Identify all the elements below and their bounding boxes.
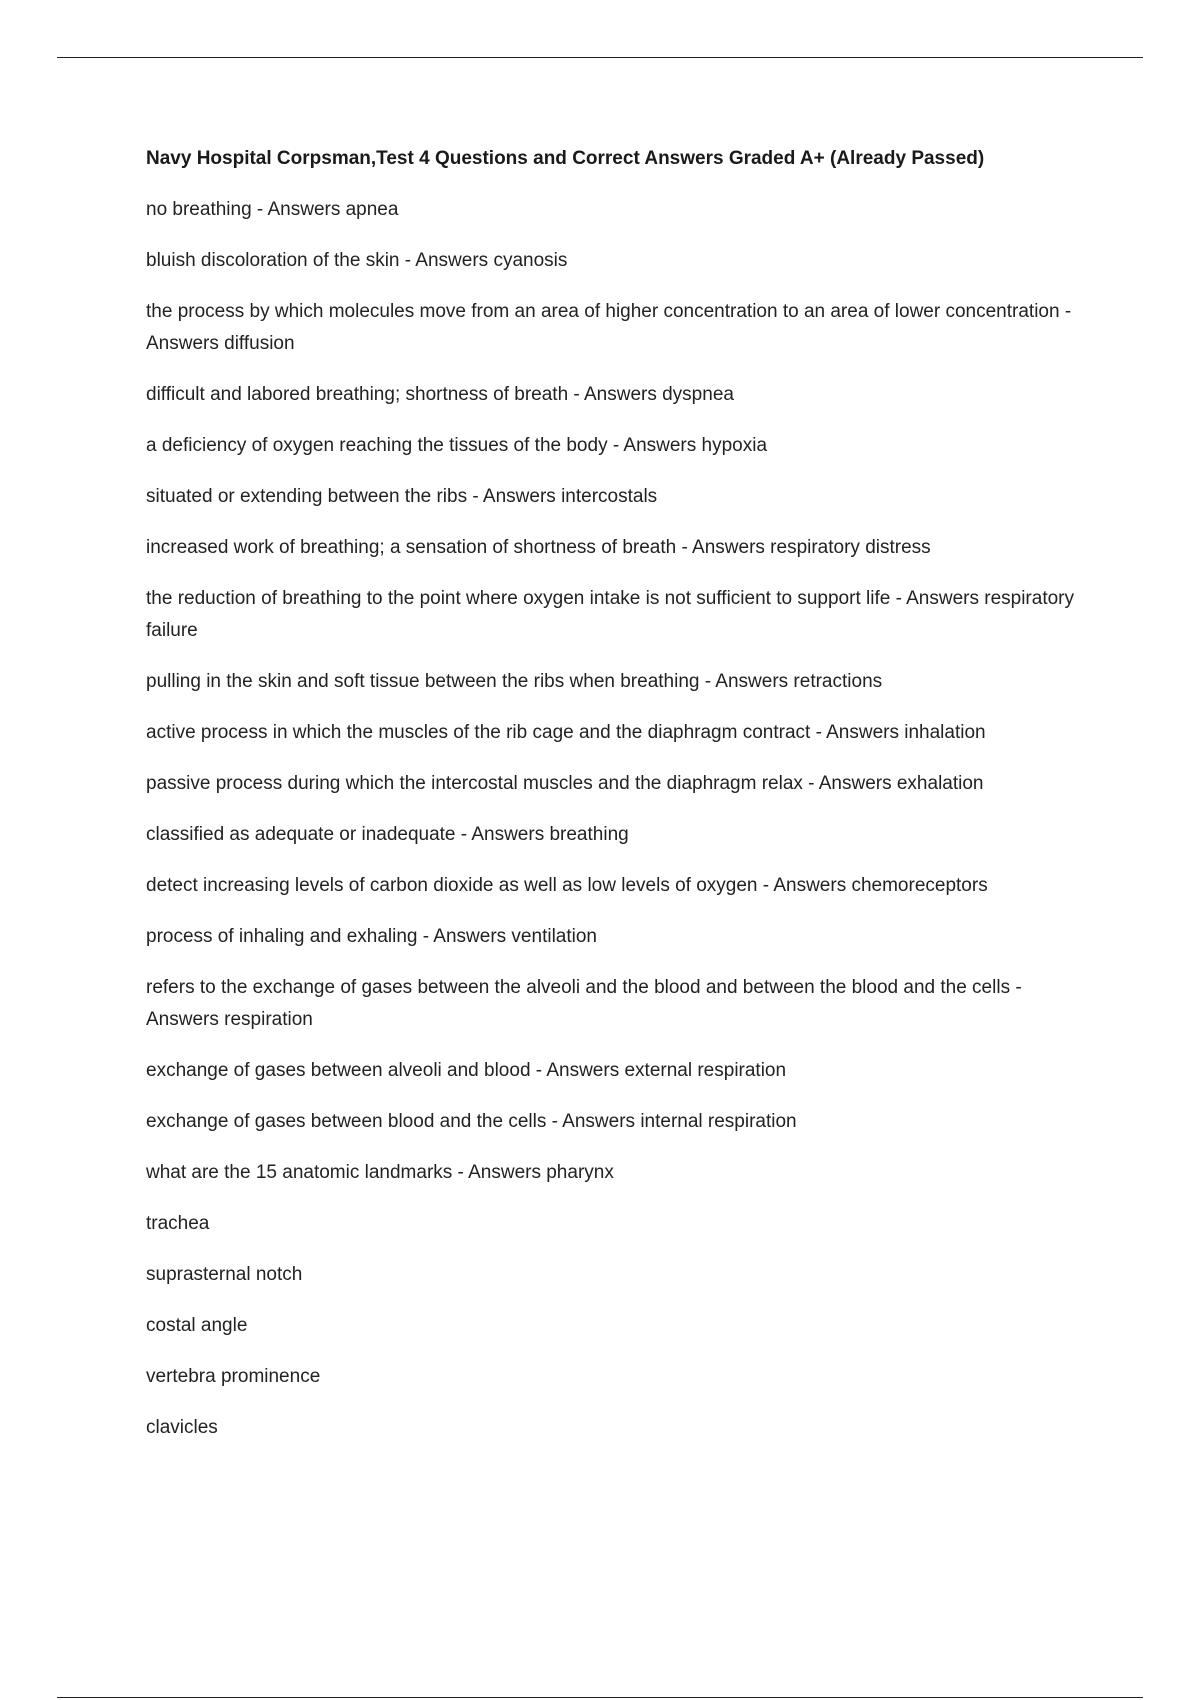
qa-entry: the reduction of breathing to the point where oxygen intake is not sufficient to support life - Answers respiratory failure [146, 588, 1075, 641]
qa-entry: process of inhaling and exhaling - Answers ventilation [146, 926, 597, 947]
qa-entry: vertebra prominence [146, 1366, 321, 1387]
qa-entry: classified as adequate or inadequate - Answers breathing [146, 824, 629, 845]
qa-entry: exchange of gases between alveoli and blood - Answers external respiration [146, 1060, 787, 1081]
qa-entry: pulling in the skin and soft tissue between the ribs when breathing - Answers retractions [146, 671, 883, 692]
footer-rule [57, 1697, 1143, 1698]
qa-entry: trachea [146, 1213, 210, 1234]
qa-entry: detect increasing levels of carbon dioxide as well as low levels of oxygen - Answers chemoreceptors [146, 875, 988, 896]
qa-entry: clavicles [146, 1417, 218, 1438]
qa-entry: situated or extending between the ribs - Answers intercostals [146, 486, 658, 507]
qa-entry: exchange of gases between blood and the cells - Answers internal respiration [146, 1111, 797, 1132]
qa-entry: refers to the exchange of gases between the alveoli and the blood and between the blood and the cells - Answers respiration [146, 977, 1022, 1030]
qa-entry: passive process during which the intercostal muscles and the diaphragm relax - Answers exhalation [146, 773, 984, 794]
qa-entry: active process in which the muscles of the rib cage and the diaphragm contract - Answers inhalation [146, 722, 986, 743]
qa-entry: a deficiency of oxygen reaching the tissues of the body - Answers hypoxia [146, 435, 768, 456]
document-title: Navy Hospital Corpsman,Test 4 Questions and Correct Answers Graded A+ (Already Passed) [146, 148, 985, 169]
qa-entry: bluish discoloration of the skin - Answers cyanosis [146, 250, 568, 271]
qa-entry: costal angle [146, 1315, 248, 1336]
qa-list [146, 194, 1096, 1444]
qa-entry: difficult and labored breathing; shortness of breath - Answers dyspnea [146, 384, 734, 405]
qa-entry: the process by which molecules move from an area of higher concentration to an area of lower concentration - Answers diffusion [146, 301, 1072, 354]
qa-entry: what are the 15 anatomic landmarks - Answers pharynx [146, 1162, 614, 1183]
document-body [146, 146, 1096, 1463]
qa-entry: no breathing - Answers apnea [146, 199, 399, 220]
header-rule [57, 57, 1143, 58]
qa-entry: suprasternal notch [146, 1264, 303, 1285]
qa-entry: increased work of breathing; a sensation of shortness of breath - Answers respiratory distress [146, 537, 931, 558]
